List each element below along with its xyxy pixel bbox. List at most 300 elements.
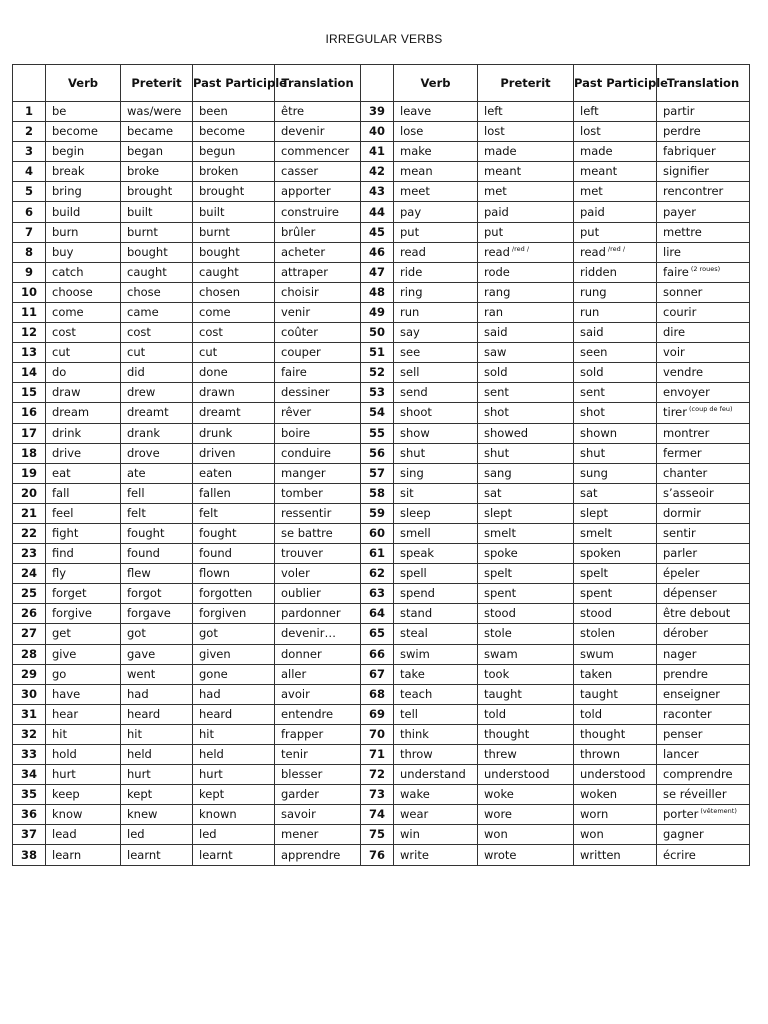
preterit-cell-right [478, 162, 574, 182]
preterit-cell-right [478, 624, 574, 644]
translation-text: dérober [663, 626, 708, 641]
preterit-cell-right [478, 704, 574, 724]
preterit-cell-left [121, 242, 193, 262]
verb-text: come [52, 304, 84, 319]
translation-note: (vêtement) [700, 807, 737, 816]
translation-cell-left [275, 323, 361, 343]
past-participle-text: given [199, 646, 231, 661]
past-participle-text: hit [199, 726, 214, 741]
preterit-cell-left [121, 343, 193, 363]
past-participle-cell-right [574, 684, 657, 704]
table-row [13, 624, 750, 644]
number-cell-right [361, 383, 394, 403]
past-participle-text: taught [580, 686, 618, 701]
verb-text: say [400, 325, 420, 340]
verb-text: lead [52, 827, 77, 842]
preterit-cell-left [121, 463, 193, 483]
verb-text: find [52, 546, 74, 561]
translation-cell-left [275, 523, 361, 543]
number-text: 62 [368, 566, 385, 581]
number-cell-right [361, 202, 394, 222]
translation-cell-right [657, 182, 750, 202]
translation-cell-right [657, 423, 750, 443]
translation-cell-left [275, 222, 361, 242]
number-text: 69 [368, 706, 385, 721]
translation-cell-left [275, 584, 361, 604]
preterit-cell-right [478, 423, 574, 443]
translation-text: couper [281, 345, 321, 360]
number-text: 7 [24, 224, 33, 239]
verb-text: catch [52, 264, 84, 279]
preterit-text: saw [484, 345, 507, 360]
translation-text: rêver [281, 405, 312, 420]
preterit-cell-right [478, 403, 574, 423]
past-participle-text: met [580, 184, 603, 199]
table-row [13, 503, 750, 523]
preterit-cell-left [121, 805, 193, 825]
preterit-cell-right [478, 222, 574, 242]
verb-text: eat [52, 465, 71, 480]
translation-text: se réveiller [663, 787, 727, 802]
past-participle-text: spent [580, 586, 613, 601]
past-participle-cell-left [193, 403, 275, 423]
verb-cell-left [46, 724, 121, 744]
number-text: 13 [20, 345, 37, 360]
table-row [13, 765, 750, 785]
number-cell-right [361, 423, 394, 443]
translation-cell-left [275, 343, 361, 363]
verb-cell-right [394, 845, 478, 865]
past-participle-text: lost [580, 124, 601, 139]
past-participle-cell-left [193, 323, 275, 343]
translation-cell-right [657, 122, 750, 142]
verb-cell-left [46, 242, 121, 262]
number-text: 66 [368, 646, 385, 661]
preterit-text: became [127, 124, 174, 139]
translation-cell-right [657, 704, 750, 724]
preterit-text: caught [127, 264, 167, 279]
verb-text: go [52, 666, 67, 681]
preterit-text: was/were [127, 104, 182, 119]
verb-text: choose [52, 284, 93, 299]
number-cell-left [13, 122, 46, 142]
past-participle-cell-left [193, 664, 275, 684]
past-participle-cell-right [574, 745, 657, 765]
past-participle-cell-right [574, 644, 657, 664]
preterit-cell-right [478, 503, 574, 523]
past-participle-text: ridden [580, 264, 617, 279]
preterit-text: led [127, 827, 145, 842]
number-cell-left [13, 242, 46, 262]
number-text: 65 [368, 626, 385, 641]
verb-text: keep [52, 787, 80, 802]
preterit-text: burnt [127, 224, 158, 239]
translation-cell-left [275, 704, 361, 724]
preterit-text: paid [484, 204, 509, 219]
past-participle-text: caught [199, 264, 239, 279]
verb-text: drink [52, 425, 82, 440]
past-participle-text: run [580, 304, 600, 319]
preterit-cell-right [478, 282, 574, 302]
number-text: 31 [20, 706, 37, 721]
translation-text: rencontrer [663, 184, 724, 199]
translation-text: savoir [281, 807, 316, 822]
past-participle-cell-left [193, 463, 275, 483]
past-participle-text: broken [199, 164, 239, 179]
past-participle-cell-right [574, 122, 657, 142]
past-participle-cell-left [193, 564, 275, 584]
verb-text: swim [400, 646, 430, 661]
past-participle-text: hurt [199, 767, 223, 782]
number-text: 54 [368, 405, 385, 420]
preterit-cell-left [121, 483, 193, 503]
past-participle-cell-right [574, 463, 657, 483]
document-title: IRREGULAR VERBS [325, 32, 443, 46]
preterit-cell-right [478, 584, 574, 604]
past-participle-header-left: Past Participle [193, 65, 275, 102]
past-participle-text: fallen [199, 485, 231, 500]
translation-text: entendre [281, 706, 334, 721]
past-participle-cell-right [574, 142, 657, 162]
preterit-cell-left [121, 222, 193, 242]
number-text: 53 [368, 385, 385, 400]
verb-text: begin [52, 144, 85, 159]
past-participle-cell-right [574, 704, 657, 724]
verb-cell-left [46, 222, 121, 242]
preterit-text: meant [484, 164, 522, 179]
past-participle-text: drunk [199, 425, 233, 440]
verb-cell-left [46, 624, 121, 644]
number-text: 1 [24, 104, 33, 119]
past-participle-text: taken [580, 666, 613, 681]
past-participle-cell-right [574, 523, 657, 543]
verb-text: run [400, 304, 420, 319]
past-participle-text: begun [199, 144, 236, 159]
preterit-cell-left [121, 142, 193, 162]
translation-cell-right [657, 503, 750, 523]
number-cell-left [13, 624, 46, 644]
past-participle-text: shot [580, 405, 605, 420]
past-participle-text: been [199, 104, 228, 119]
number-text: 56 [368, 445, 385, 460]
header-row [13, 65, 750, 102]
preterit-cell-left [121, 363, 193, 383]
number-text: 23 [20, 546, 37, 561]
translation-note: (2 roues) [690, 264, 721, 273]
past-participle-cell-left [193, 423, 275, 443]
preterit-text: did [127, 365, 145, 380]
past-participle-cell-left [193, 142, 275, 162]
table-row [13, 423, 750, 443]
translation-text: fabriquer [663, 144, 716, 159]
translation-cell-left [275, 162, 361, 182]
translation-cell-left [275, 242, 361, 262]
verb-cell-left [46, 745, 121, 765]
translation-cell-left [275, 785, 361, 805]
number-cell-left [13, 523, 46, 543]
preterit-header-right: Preterit [478, 65, 574, 102]
verb-cell-left [46, 544, 121, 564]
number-text: 74 [368, 807, 385, 822]
preterit-text: rode [484, 264, 510, 279]
translation-text: s’asseoir [663, 485, 714, 500]
number-cell-right [361, 644, 394, 664]
translation-cell-right [657, 604, 750, 624]
number-cell-right [361, 785, 394, 805]
number-cell-left [13, 222, 46, 242]
verb-text: understand [400, 767, 466, 782]
translation-text: être [281, 104, 305, 119]
preterit-text: lost [484, 124, 505, 139]
past-participle-text: learnt [199, 847, 233, 862]
preterit-cell-left [121, 162, 193, 182]
past-participle-text: put [580, 224, 600, 239]
preterit-cell-right [478, 664, 574, 684]
past-participle-cell-left [193, 805, 275, 825]
verb-cell-right [394, 102, 478, 122]
translation-text: enseigner [663, 686, 721, 701]
verb-text: be [52, 104, 67, 119]
table-row [13, 162, 750, 182]
verb-text: make [400, 144, 432, 159]
table-row [13, 302, 750, 322]
verb-text: ride [400, 264, 423, 279]
past-participle-cell-left [193, 282, 275, 302]
number-text: 73 [368, 787, 385, 802]
preterit-text: began [127, 144, 164, 159]
past-participle-cell-right [574, 343, 657, 363]
number-cell-right [361, 323, 394, 343]
preterit-cell-right [478, 724, 574, 744]
translation-cell-left [275, 383, 361, 403]
number-cell-left [13, 403, 46, 423]
preterit-text: built [127, 204, 153, 219]
translation-cell-left [275, 282, 361, 302]
preterit-text: got [127, 626, 146, 641]
number-text: 36 [20, 807, 37, 822]
number-text: 39 [368, 104, 385, 119]
past-participle-text: spoken [580, 546, 621, 561]
translation-cell-left [275, 363, 361, 383]
past-participle-cell-left [193, 503, 275, 523]
preterit-cell-right [478, 242, 574, 262]
table-row [13, 845, 750, 865]
verb-text: wear [400, 807, 429, 822]
table-row [13, 785, 750, 805]
verb-text: break [52, 164, 85, 179]
past-participle-text: fought [199, 526, 237, 541]
translation-cell-right [657, 222, 750, 242]
verb-text: tell [400, 706, 418, 721]
number-text: 9 [24, 264, 33, 279]
verb-text: dream [52, 405, 90, 420]
number-text: 52 [368, 365, 385, 380]
number-text: 12 [20, 325, 37, 340]
translation-cell-left [275, 423, 361, 443]
past-participle-text: built [199, 204, 225, 219]
number-cell-left [13, 202, 46, 222]
translation-cell-right [657, 443, 750, 463]
preterit-text: sang [484, 465, 512, 480]
past-participle-cell-left [193, 745, 275, 765]
translation-text: dépenser [663, 586, 717, 601]
number-text: 32 [20, 726, 37, 741]
number-cell-left [13, 363, 46, 383]
translation-text: apprendre [281, 847, 341, 862]
translation-cell-right [657, 624, 750, 644]
preterit-text: drove [127, 445, 160, 460]
preterit-cell-right [478, 483, 574, 503]
past-participle-cell-right [574, 282, 657, 302]
translation-text: mener [281, 827, 319, 842]
preterit-text: ran [484, 304, 504, 319]
past-participle-text: rung [580, 284, 607, 299]
past-participle-text: worn [580, 807, 609, 822]
number-text: 3 [24, 144, 33, 159]
translation-text: courir [663, 304, 697, 319]
past-participle-note: /red / [607, 244, 626, 253]
translation-text: gagner [663, 827, 704, 842]
preterit-cell-right [478, 825, 574, 845]
past-participle-text: left [580, 104, 599, 119]
number-cell-left [13, 724, 46, 744]
number-text: 42 [368, 164, 385, 179]
translation-cell-right [657, 745, 750, 765]
preterit-cell-left [121, 765, 193, 785]
verb-text: bring [52, 184, 82, 199]
preterit-cell-right [478, 363, 574, 383]
past-participle-cell-right [574, 624, 657, 644]
number-text: 25 [20, 586, 37, 601]
translation-text: tenir [281, 747, 308, 762]
past-participle-cell-left [193, 102, 275, 122]
translation-cell-left [275, 845, 361, 865]
preterit-text: wrote [484, 847, 517, 862]
translation-text: aller [281, 666, 307, 681]
verb-cell-left [46, 423, 121, 443]
translation-cell-left [275, 684, 361, 704]
verb-text: know [52, 807, 83, 822]
preterit-cell-left [121, 845, 193, 865]
number-cell-left [13, 604, 46, 624]
verb-text: build [52, 204, 81, 219]
preterit-text: cost [127, 325, 151, 340]
translation-cell-right [657, 785, 750, 805]
number-cell-right [361, 182, 394, 202]
verb-cell-right [394, 664, 478, 684]
past-participle-cell-left [193, 182, 275, 202]
number-cell-left [13, 785, 46, 805]
preterit-cell-right [478, 443, 574, 463]
verb-text: show [400, 425, 430, 440]
preterit-text: sold [484, 365, 508, 380]
preterit-cell-right [478, 463, 574, 483]
verb-text: meet [400, 184, 430, 199]
number-cell-left [13, 463, 46, 483]
verb-text: fall [52, 485, 70, 500]
table-row [13, 604, 750, 624]
preterit-text: woke [484, 787, 514, 802]
translation-text: voler [281, 566, 310, 581]
translation-cell-right [657, 142, 750, 162]
past-participle-cell-right [574, 564, 657, 584]
translation-text: parler [663, 546, 698, 561]
translation-text: frapper [281, 726, 324, 741]
verb-text: have [52, 686, 81, 701]
number-text: 35 [20, 787, 37, 802]
verb-cell-right [394, 242, 478, 262]
translation-text: manger [281, 465, 326, 480]
number-text: 44 [368, 204, 385, 219]
verb-text: win [400, 827, 420, 842]
number-cell-right [361, 624, 394, 644]
verb-text: forget [52, 586, 87, 601]
preterit-cell-left [121, 282, 193, 302]
verb-cell-left [46, 363, 121, 383]
preterit-cell-left [121, 664, 193, 684]
number-text: 29 [20, 666, 37, 681]
past-participle-text: felt [199, 505, 218, 520]
number-cell-right [361, 343, 394, 363]
preterit-text: ate [127, 465, 146, 480]
translation-text: lire [663, 244, 681, 259]
translation-text: voir [663, 345, 685, 360]
preterit-text: came [127, 304, 159, 319]
preterit-text: understood [484, 767, 550, 782]
number-cell-left [13, 684, 46, 704]
number-cell-right [361, 242, 394, 262]
verb-text: fight [52, 526, 79, 541]
number-cell-right [361, 765, 394, 785]
translation-text: raconter [663, 706, 712, 721]
translation-text: lancer [663, 747, 699, 762]
table-row [13, 805, 750, 825]
past-participle-text: paid [580, 204, 605, 219]
number-cell-left [13, 343, 46, 363]
verb-text: spell [400, 566, 427, 581]
number-text: 68 [368, 686, 385, 701]
translation-text: être debout [663, 606, 731, 621]
past-participle-text: had [199, 686, 221, 701]
past-participle-text: shown [580, 425, 618, 440]
number-text: 46 [368, 244, 385, 259]
verb-cell-right [394, 222, 478, 242]
number-cell-left [13, 383, 46, 403]
preterit-text: made [484, 144, 517, 159]
table-row [13, 704, 750, 724]
verb-cell-right [394, 644, 478, 664]
preterit-cell-right [478, 604, 574, 624]
translation-header-left: Translation [275, 65, 361, 102]
past-participle-text: cost [199, 325, 223, 340]
preterit-cell-left [121, 302, 193, 322]
preterit-text: stood [484, 606, 516, 621]
preterit-cell-left [121, 704, 193, 724]
number-cell-left [13, 564, 46, 584]
verb-cell-right [394, 363, 478, 383]
preterit-cell-right [478, 564, 574, 584]
verb-cell-right [394, 323, 478, 343]
table-row [13, 584, 750, 604]
preterit-cell-left [121, 564, 193, 584]
number-text: 41 [368, 144, 385, 159]
number-cell-left [13, 282, 46, 302]
verb-text: cost [52, 325, 76, 340]
preterit-cell-left [121, 644, 193, 664]
past-participle-cell-left [193, 162, 275, 182]
verb-text: ring [400, 284, 423, 299]
translation-cell-left [275, 262, 361, 282]
